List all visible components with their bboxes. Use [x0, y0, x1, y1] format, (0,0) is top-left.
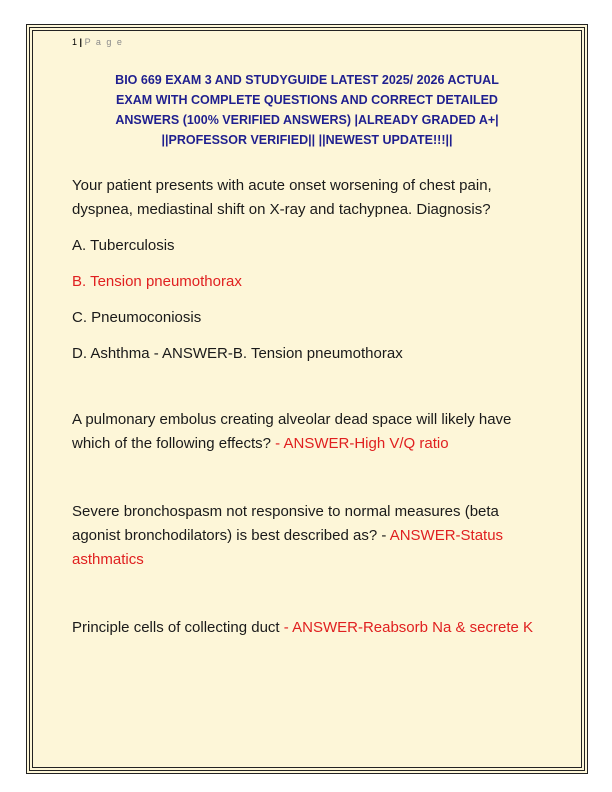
- question-1-text: Your patient presents with acute onset worsening of chest pain, dyspnea, mediastinal shift on X-ray and tachypnea. Diagnosis?: [72, 177, 492, 218]
- question-1-option-c: C. Pneumoconiosis: [72, 309, 202, 326]
- question-list: [72, 174, 547, 640]
- question-2: [72, 408, 547, 456]
- page-number-separator: |: [79, 37, 83, 47]
- title-line-3: ANSWERS (100% VERIFIED ANSWERS) |ALREADY GRADED A+|: [115, 113, 499, 127]
- title-line-2: EXAM WITH COMPLETE QUESTIONS AND CORRECT DETAILED: [116, 93, 498, 107]
- question-2-text: A pulmonary embolus creating alveolar dead space will likely have which of the following effects?: [72, 411, 512, 452]
- question-1-option-a: A. Tuberculosis: [72, 237, 175, 254]
- page-number-label: P a g e: [84, 37, 124, 47]
- question-4: [72, 616, 547, 640]
- question-4-text: Principle cells of collecting duct: [72, 619, 280, 636]
- page-number: [72, 37, 123, 47]
- question-4-answer: - ANSWER-Reabsorb Na & secrete K: [279, 619, 534, 636]
- question-1-option-d: D. Ashthma - ANSWER-B. Tension pneumothorax: [72, 345, 403, 362]
- question-3: [72, 500, 547, 572]
- question-2-answer: - ANSWER-High V/Q ratio: [271, 435, 449, 452]
- question-1-option-b: B. Tension pneumothorax: [72, 273, 242, 290]
- document-title: [72, 70, 542, 150]
- question-3-answer: ANSWER-Status asthmatics: [72, 527, 504, 568]
- title-line-4: ||PROFESSOR VERIFIED|| ||NEWEST UPDATE!!!||: [161, 133, 453, 147]
- question-3-text: Severe bronchospasm not responsive to normal measures (beta agonist bronchodilators) is best described as? -: [72, 503, 499, 544]
- title-line-1: BIO 669 EXAM 3 AND STUDYGUIDE LATEST 2025/ 2026 ACTUAL: [115, 73, 499, 87]
- page-number-value: 1: [72, 37, 78, 47]
